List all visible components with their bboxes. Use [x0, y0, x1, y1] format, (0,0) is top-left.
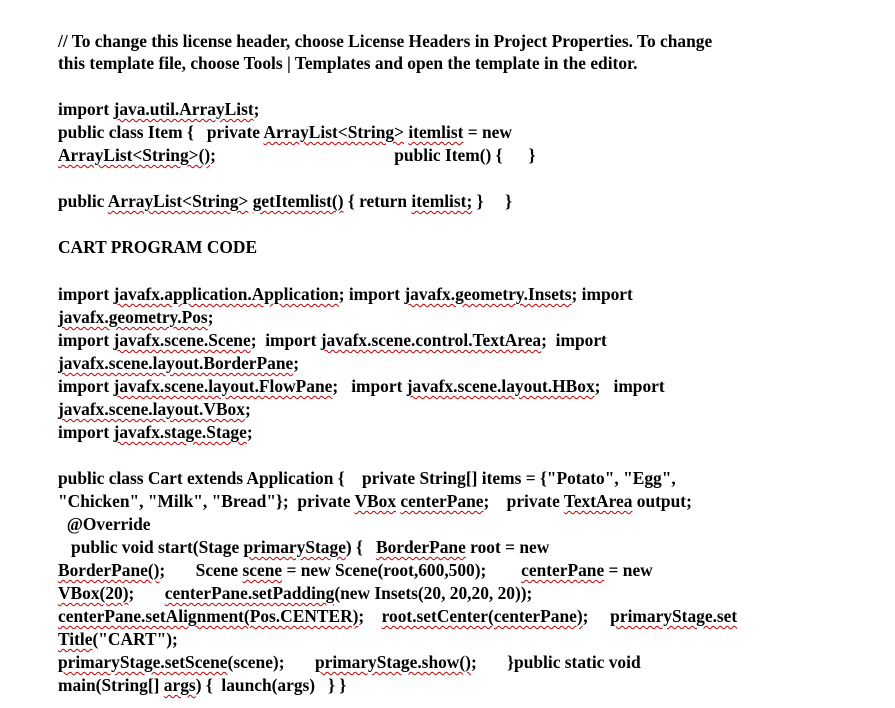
- spellcheck-flagged-word: javafx.scene.Scene: [113, 330, 251, 350]
- code-line: ArrayList<String>(); public Item() { }: [58, 145, 536, 165]
- spellcheck-flagged-word: ArrayList<String>(): [58, 145, 211, 165]
- code-line: "Chicken", "Milk", "Bread"}; private VBox centerPane; private TextArea output;: [58, 491, 692, 511]
- code-line: import javafx.scene.layout.FlowPane; import javafx.scene.layout.HBox; import: [58, 376, 665, 396]
- spellcheck-flagged-word: VBox: [354, 491, 397, 511]
- code-line: public class Item { private ArrayList<String> itemlist = new: [58, 122, 512, 142]
- code-line: public class Cart extends Application { private String[] items = {"Potato", "Egg",: [58, 468, 676, 488]
- comment-line-1: // To change this license header, choose License Headers in Project Properties. To change: [58, 31, 713, 51]
- spellcheck-flagged-word: javafx.stage.Stage: [113, 422, 247, 442]
- code-line: primaryStage.setScene(scene); primaryStage.show(); }public static void: [58, 652, 641, 672]
- spellcheck-flagged-word: javafx.scene.layout.BorderPane: [58, 353, 294, 373]
- code-line: javafx.scene.layout.BorderPane;: [58, 353, 300, 373]
- spellcheck-flagged-word: itemlist: [408, 122, 464, 142]
- code-line: import javafx.scene.Scene; import javafx.scene.control.TextArea; import: [58, 330, 607, 350]
- spellcheck-flagged-word: Title: [58, 629, 93, 649]
- code-line: import javafx.stage.Stage;: [58, 422, 253, 442]
- code-line: public ArrayList<String> getItemlist() { return itemlist; } }: [58, 191, 513, 211]
- spellcheck-flagged-word: javafx.geometry.Insets: [404, 284, 572, 304]
- comment-line-2: this template file, choose Tools | Templates and open the template in the editor.: [58, 53, 638, 73]
- code-line: VBox(20); centerPane.setPadding(new Insets(20, 20,20, 20));: [58, 583, 533, 603]
- spellcheck-flagged-word: primaryStage.set: [610, 606, 738, 626]
- spellcheck-flagged-word: centerPane: [521, 560, 605, 580]
- code-line: centerPane.setAlignment(Pos.CENTER); root.setCenter(centerPane); primaryStage.set: [58, 606, 738, 626]
- code-line: public void start(Stage primaryStage) { BorderPane root = new: [58, 537, 550, 557]
- spellcheck-flagged-word: javafx.geometry.Pos: [58, 307, 208, 327]
- spellcheck-flagged-word: primaryStage: [243, 537, 346, 557]
- spellcheck-flagged-word: centerPane.setPadding: [164, 583, 335, 603]
- code-line: javafx.geometry.Pos;: [58, 307, 214, 327]
- spellcheck-flagged-word: java.util.ArrayList: [113, 99, 254, 119]
- spellcheck-flagged-word: root.setCenter(centerPane): [381, 606, 583, 626]
- spellcheck-flagged-word: args: [163, 675, 196, 695]
- code-line: import java.util.ArrayList;: [58, 99, 260, 119]
- spellcheck-flagged-word: BorderPane: [375, 537, 466, 557]
- spellcheck-flagged-word: centerPane.setAlignment(Pos.CENTER): [58, 606, 359, 626]
- spellcheck-flagged-word: primaryStage.setScene: [58, 652, 228, 672]
- code-line: main(String[] args) { launch(args) } }: [58, 675, 347, 695]
- spellcheck-flagged-word: primaryStage.show(): [314, 652, 471, 672]
- spellcheck-flagged-word: itemlist;: [411, 191, 473, 211]
- section-heading: CART PROGRAM CODE: [58, 237, 258, 257]
- spellcheck-flagged-word: ArrayList<String>: [263, 122, 404, 142]
- code-line: @Override: [58, 514, 151, 534]
- spellcheck-flagged-word: javafx.scene.layout.HBox: [406, 376, 595, 396]
- code-line: BorderPane(); Scene scene = new Scene(root,600,500); centerPane = new: [58, 560, 653, 580]
- code-line: javafx.scene.layout.VBox;: [58, 399, 251, 419]
- code-line: import javafx.application.Application; import javafx.geometry.Insets; import: [58, 284, 633, 304]
- spellcheck-flagged-word: javafx.scene.layout.VBox: [58, 399, 245, 419]
- spellcheck-flagged-word: ArrayList<String>: [107, 191, 249, 211]
- spellcheck-flagged-word: javafx.scene.control.TextArea: [320, 330, 542, 350]
- spellcheck-flagged-word: BorderPane(): [58, 560, 160, 580]
- spellcheck-flagged-word: centerPane: [400, 491, 484, 511]
- spellcheck-flagged-word: javafx.scene.layout.FlowPane: [113, 376, 333, 396]
- spellcheck-flagged-word: javafx.application.Application: [113, 284, 339, 304]
- spellcheck-flagged-word: VBox(20): [58, 583, 129, 603]
- spellcheck-flagged-word: getItemlist(): [252, 191, 344, 211]
- spellcheck-flagged-word: scene: [242, 560, 283, 580]
- code-line: Title("CART");: [58, 629, 178, 649]
- spellcheck-flagged-word: TextArea: [563, 491, 633, 511]
